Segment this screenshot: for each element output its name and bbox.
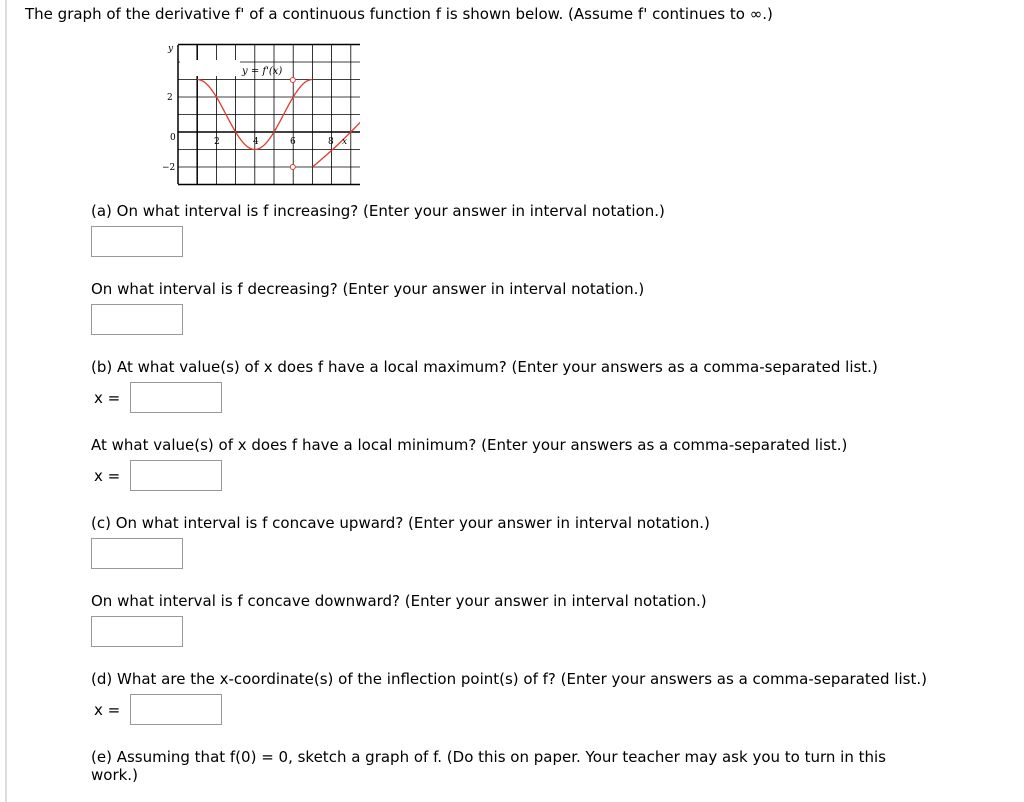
x-equals-label: x = [94,701,121,719]
derivative-graph [150,40,360,190]
answer-input[interactable] [130,694,222,725]
x-tick-6: 6 [290,137,296,147]
x-tick-0: 0 [170,133,176,143]
x-tick-2: 2 [214,137,220,147]
part-e-line1: (e) Assuming that f(0) = 0, sketch a graph of f. (Do this on paper. Your teacher may ask you to turn in this [91,748,886,766]
y-axis-label: y [168,44,174,54]
y-tick-neg2: −2 [162,163,176,173]
x-tick-8: 8 [328,137,334,147]
answer-input[interactable] [130,382,222,413]
answer-input[interactable] [91,538,183,569]
x-axis-label: x [342,137,348,147]
question-text: On what interval is f decreasing? (Enter your answer in interval notation.) [91,280,645,298]
question-text: At what value(s) of x does f have a local minimum? (Enter your answers as a comma-separated list.) [91,436,848,454]
answer-input[interactable] [130,460,222,491]
open-point-bottom [290,165,295,170]
open-point-top [290,78,295,83]
graph-label: y = f'(x) [242,66,283,77]
y-tick-2: 2 [167,93,173,103]
question-text: (a) On what interval is f increasing? (Enter your answer in interval notation.) [91,202,665,220]
answer-input[interactable] [91,304,183,335]
question-text: On what interval is f concave downward? (Enter your answer in interval notation.) [91,592,707,610]
intro-text: The graph of the derivative f' of a continuous function f is shown below. (Assume f' continues to ∞.) [25,5,773,23]
part-e-line2: work.) [91,766,138,784]
page-border [5,0,7,802]
x-equals-label: x = [94,389,121,407]
x-equals-label: x = [94,467,121,485]
answer-input[interactable] [91,616,183,647]
answer-input[interactable] [91,226,183,257]
question-text: (b) At what value(s) of x does f have a local maximum? (Enter your answers as a comma-separated list.) [91,358,878,376]
graph-curve-right [312,112,360,167]
x-tick-4: 4 [253,137,259,147]
question-text: (c) On what interval is f concave upward? (Enter your answer in interval notation.) [91,514,710,532]
question-text: (d) What are the x-coordinate(s) of the inflection point(s) of f? (Enter your answers as a comma-separated list.) [91,670,927,688]
